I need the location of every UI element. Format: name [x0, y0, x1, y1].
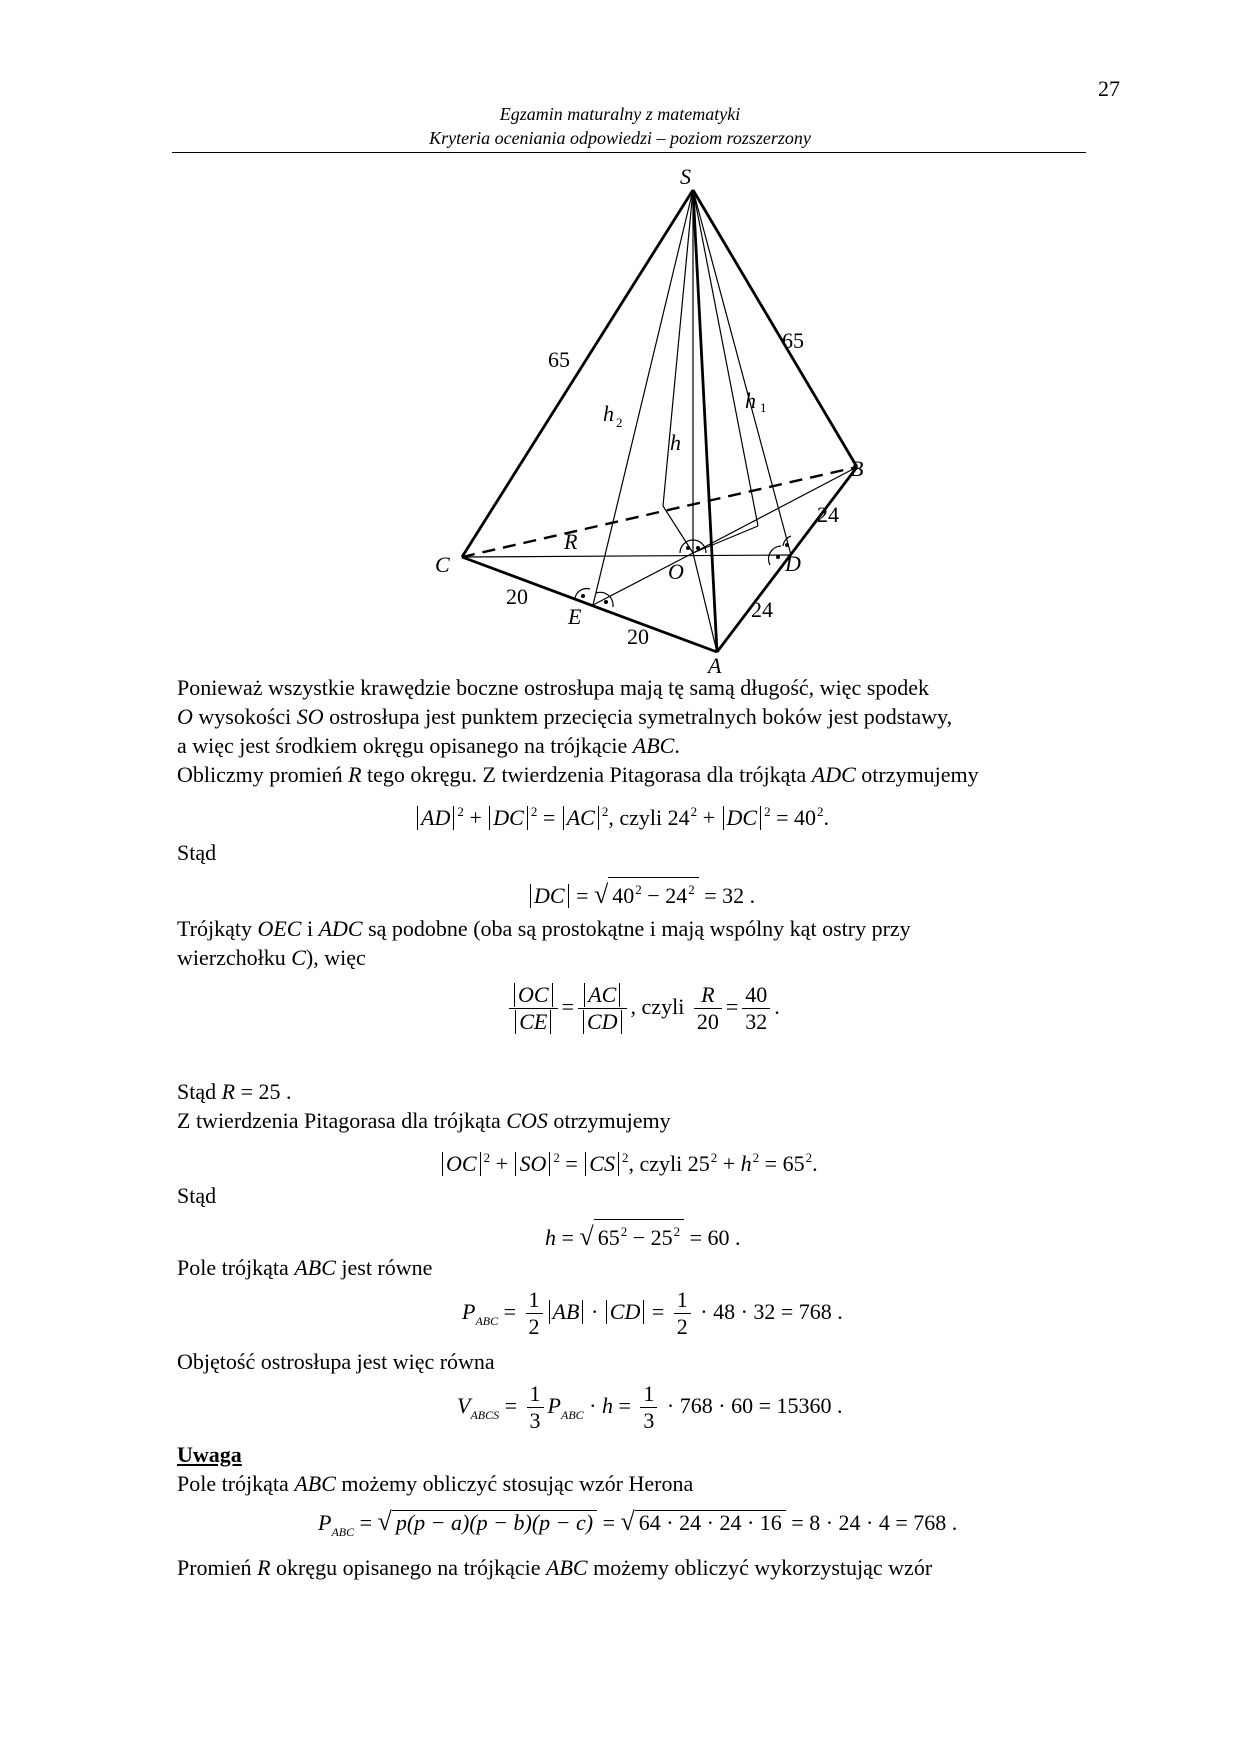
text-line: O wysokości SO ostrosłupa jest punktem przecięcia symetralnych boków jest podstawy,: [177, 704, 953, 729]
label-h1: h: [745, 388, 756, 413]
edge-SB: [693, 190, 857, 467]
text-line: Stąd: [177, 1183, 217, 1208]
label-h2-sub: 2: [616, 415, 623, 430]
pyramid-figure: [400, 160, 900, 680]
header-title: Egzamin maturalny z matematyki: [499, 104, 741, 124]
label-R: R: [564, 529, 578, 554]
note-heading: Uwaga: [177, 1442, 242, 1467]
height-h2: [593, 190, 693, 605]
label-h1-sub: 1: [760, 400, 767, 415]
equation-pythagoras-ADC: AD $^2$ + DC $^2$ = AC $^2$, czyli $24^2$ + DC $^2 = 40^2$.: [415, 797, 829, 832]
text-line: Stąd R = 25 .: [177, 1079, 292, 1104]
label-20-CE: 20: [506, 584, 528, 609]
equation-DC: DC = √ $40^2 - 24^2 = 32$ .: [528, 877, 755, 910]
header-subtitle: Kryteria oceniania odpowiedzi – poziom rozszerzony: [429, 128, 811, 148]
edge-SC: [462, 190, 693, 557]
label-24-DA: 24: [751, 597, 773, 622]
text-line: Pole trójkąta ABC jest równe: [177, 1255, 433, 1280]
equation-heron: $P_{ABC}$ = √ p(p − a)(p − b)(p − c) = √ 64 · 24 · 24 · 16 = 8 · 24 · 4 = 768 .: [318, 1507, 958, 1539]
text-line: Objętość ostrosłupa jest więc równa: [177, 1349, 495, 1374]
label-O: O: [668, 559, 684, 584]
segment-O-left: [663, 506, 693, 553]
equation-area: $P_{ABC}$ = $\frac{1}{2}$ AB · CD = $\frac{1}{2}$ · 48 · 32 = 768 .: [462, 1287, 843, 1340]
label-S: S: [680, 164, 691, 189]
label-20-EA: 20: [627, 624, 649, 649]
label-65-left: 65: [548, 347, 570, 372]
text-line: wierzchołku C), więc: [177, 945, 366, 970]
equation-similarity: $\frac{OC}{CE}$ = $\frac{AC}{CD}$ , czyli $\frac{R}{20}$ = $\frac{40}{32}$ .: [505, 977, 780, 1037]
label-D: D: [785, 551, 801, 576]
text-line: Ponieważ wszystkie krawędzie boczne ostrosłupa mają tę samą długość, więc spodek: [177, 675, 930, 700]
segment-O-right: [693, 526, 758, 553]
label-B: B: [850, 456, 864, 481]
label-C: C: [435, 552, 450, 577]
text-line: a więc jest środkiem okręgu opisanego na trójkącie ABC.: [177, 733, 680, 758]
edge-SA: [693, 190, 717, 652]
equation-pythagoras-COS: OC $^2$ + SO $^2$ = CS $^2$, czyli $25^2 + h^2 = 65^2$.: [440, 1143, 818, 1178]
text-line: Promień R okręgu opisanego na trójkącie ABC możemy obliczyć wykorzystując wzór: [177, 1555, 933, 1580]
text-line: Pole trójkąta ABC możemy obliczyć stosując wzór Herona: [177, 1471, 694, 1496]
label-A: A: [708, 653, 722, 678]
label-65-right: 65: [782, 328, 804, 353]
label-h2: h: [603, 401, 614, 426]
text-line: Obliczmy promień R tego okręgu. Z twierdzenia Pitagorasa dla trójkąta ADC otrzymujemy: [177, 762, 979, 787]
segment-CD: [462, 555, 791, 557]
label-24-BD: 24: [817, 502, 839, 527]
text-line: Stąd: [177, 840, 217, 865]
header-rule: [172, 152, 1086, 153]
equation-volume: $V_{ABCS}$ = $\frac{1}{3}$ $P_{ABC} \cdot h$ = $\frac{1}{3}$ · 768 · 60 = 15360 .: [457, 1381, 843, 1434]
label-h: h: [670, 430, 681, 455]
page-number: 27: [1098, 76, 1120, 101]
text-line: Z twierdzenia Pitagorasa dla trójkąta COS otrzymujemy: [177, 1108, 671, 1133]
text-line: Trójkąty OEC i ADC są podobne (oba są prostokątne i mają wspólny kąt ostry przy: [177, 916, 911, 941]
equation-h: h = √ $65^2 - 25^2 = 60$ .: [545, 1219, 741, 1252]
line-S-left: [663, 190, 693, 506]
label-E: E: [568, 604, 582, 629]
